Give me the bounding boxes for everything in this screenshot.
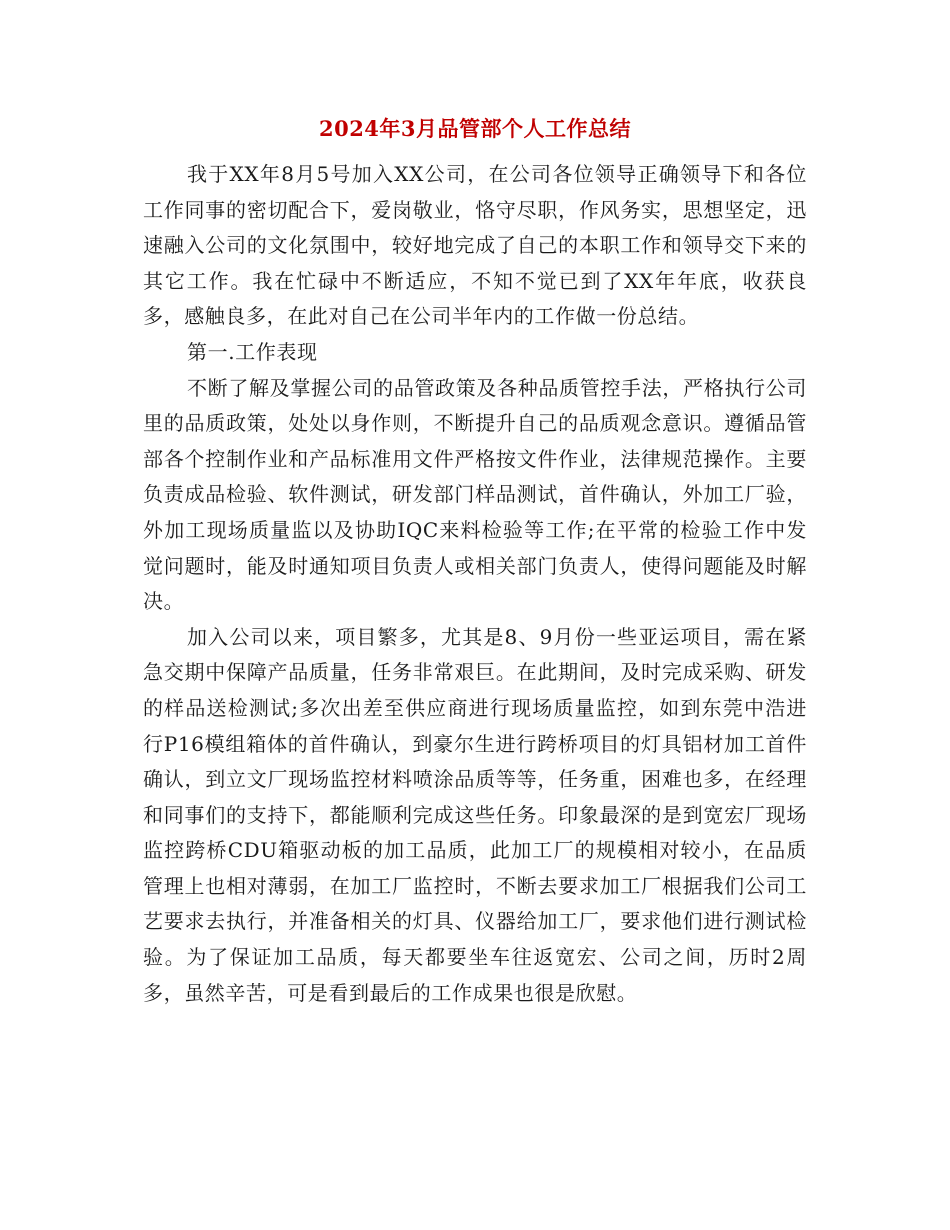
document-body <box>143 157 807 1011</box>
section-heading-work-performance: 第一.工作表现 <box>187 339 318 364</box>
paragraph-quality-duties: 不断了解及掌握公司的品管政策及各种品质管控手法，严格执行公司里的品质政策，处处以身作则，不断提升自己的品质观念意识。遵循品管部各个控制作业和产品标准用文件严格按文件作业，法律规范操作。主要负责成品检验、软件测试，研发部门样品测试，首件确认，外加工厂验，外加工现场质量监以及协助IQC来料检验等工作;在平常的检验工作中发觉问题时，能及时通知项目负责人或相关部门负责人，使得问题能及时解决。 <box>143 375 807 614</box>
paragraph-project-experience: 加入公司以来，项目繁多，尤其是8、9月份一些亚运项目，需在紧急交期中保障产品质量，任务非常艰巨。在此期间，及时完成采购、研发的样品送检测试;多次出差至供应商进行现场质量监控，如到东莞中浩进行P16模组箱体的首件确认，到豪尔生进行跨桥项目的灯具铝材加工首件确认，到立文厂现场监控材料喷涂品质等等，任务重，困难也多，在经理和同事们的支持下，都能顺利完成这些任务。印象最深的是到宽宏厂现场监控跨桥CDU箱驱动板的加工品质，此加工厂的规模相对较小，在品质管理上也相对薄弱，在加工厂监控时，不断去要求加工厂根据我们公司工艺要求去执行，并准备相关的灯具、仪器给加工厂，要求他们进行测试检验。为了保证加工品质，每天都要坐车往返宽宏、公司之间，历时2周多，虽然辛苦，可是看到最后的工作成果也很是欣慰。 <box>143 624 807 1005</box>
paragraph-intro: 我于XX年8月5号加入XX公司，在公司各位领导正确领导下和各位工作同事的密切配合下，爱岗敬业，恪守尽职，作风务实，思想坚定，迅速融入公司的文化氛围中，较好地完成了自己的本职工作和领导交下来的其它工作。我在忙碌中不断适应，不知不觉已到了XX年年底，收获良多，感触良多，在此对自己在公司半年内的工作做一份总结。 <box>143 162 807 329</box>
document-title: 2024年3月品管部个人工作总结 <box>318 116 632 141</box>
